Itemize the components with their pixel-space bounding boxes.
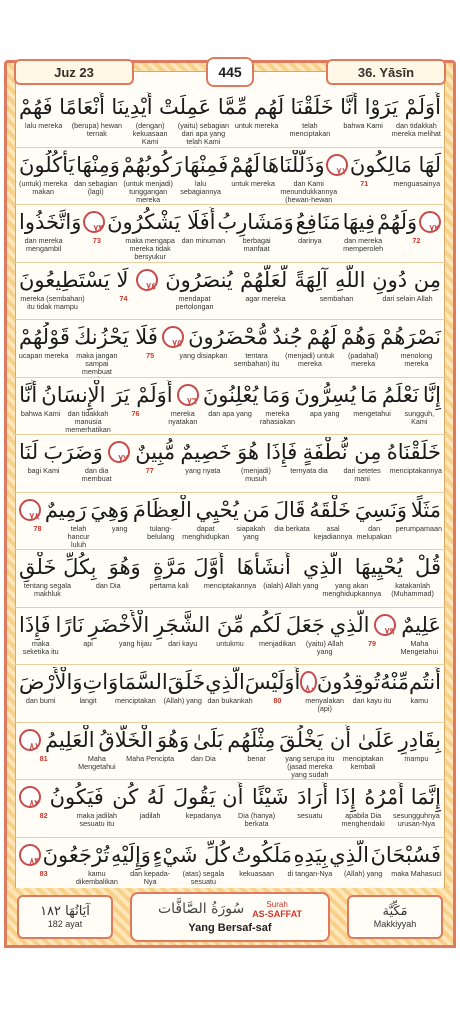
arabic-line [13, 840, 447, 870]
arabic-word: قَوْلُهُمْ [19, 325, 70, 349]
verse-row [13, 90, 447, 148]
word-translation: telah menciptakan [289, 121, 331, 138]
word-translation: maka mengapa mereka tidak bersyukur [125, 236, 175, 261]
ayah-number-marker: ٧٢ [419, 211, 441, 233]
verse-row [13, 608, 447, 666]
arabic-word: مَا [360, 382, 378, 407]
arabic-word: وَالْأَرْضَ [19, 670, 83, 694]
arabic-word: يُحْيِي [195, 497, 239, 522]
arabic-word: وَذَلَّلْنَاهَا [261, 152, 325, 177]
word-translation: Maha Mengetahui [400, 638, 439, 656]
arabic-line [13, 380, 447, 410]
word-translation: Maha Mengetahui [78, 753, 116, 771]
arabic-word: الَّذِي [329, 612, 370, 637]
word-translation: dari kayu [168, 638, 198, 648]
ayah-number-marker: ٧١ [326, 154, 348, 176]
verse-row [13, 665, 447, 723]
word-translation: untuk mereka [234, 121, 279, 130]
ayah-count-box [17, 895, 113, 939]
word-translation: Dia (hanya) berkata [238, 811, 276, 828]
word-translation: dan mereka memperoleh [343, 236, 384, 253]
word-translation: dan dia membuat [81, 466, 112, 483]
arabic-word: مَنَافِعُ [295, 210, 341, 234]
arabic-word: أَوَّلَ مَرَّةٍ [152, 555, 225, 579]
arabic-word: وَإِلَيْهِ [110, 842, 151, 867]
surah-label-small: Surah [266, 899, 288, 909]
word-translation: untuk mereka [231, 178, 275, 188]
arabic-word: بِقَادِرٍ [398, 727, 441, 752]
arabic-word: وَهُوَ [157, 727, 190, 752]
word-translation: yang disiapkan [179, 351, 228, 360]
word-translation: dari kayu itu [352, 696, 392, 705]
arabic-word: عَلِيمٌ [401, 612, 441, 637]
arabic-word: بِيَدِهِ [293, 842, 328, 867]
translation-line [13, 237, 447, 261]
word-translation: lalu mereka [25, 121, 63, 130]
translation-line [13, 640, 447, 664]
arabic-word: وَنَسِيَ [354, 497, 408, 522]
word-translation: perumpamaan [395, 523, 442, 533]
verse-row [13, 493, 447, 551]
word-translation: untukmu [216, 638, 244, 648]
translation-line [13, 582, 447, 606]
juz-label: Juz 23 [14, 59, 134, 85]
arabic-line [13, 150, 447, 180]
word-translation: (atas) segala sesuatu [182, 868, 225, 886]
translation-line [13, 352, 447, 376]
word-translation: menciptakannya [389, 466, 442, 475]
word-translation: sembahan [319, 293, 354, 303]
arabic-word: لَهُم [254, 95, 285, 119]
ayah-number-marker: ٧٩ [374, 614, 396, 636]
arabic-line [13, 322, 447, 352]
revelation-box [347, 895, 443, 939]
word-translation: 72 [412, 236, 421, 245]
word-translation: (Allah) yang [343, 868, 383, 878]
arabic-word: يُسِرُّونَ [294, 382, 357, 407]
arabic-word: الَّذِي [303, 555, 343, 579]
arabic-word: مَلَكُوتُ [231, 842, 292, 867]
arabic-word: مِّنْهُ [380, 670, 409, 694]
word-translation: (ialah) Allah yang [263, 581, 319, 590]
word-translation: yang serupa itu (jasad mereka yang sudah [285, 753, 335, 779]
ayah-number-marker: ٨١ [19, 729, 41, 751]
arabic-word: وَضَرَبَ [43, 440, 103, 464]
translation-line [13, 755, 447, 779]
word-translation: kamu [410, 696, 429, 705]
arabic-word: الْأَخْضَرِ [88, 612, 150, 637]
word-translation: maka jadilah sesuatu itu [76, 811, 118, 828]
arabic-word: نَصْرَهُمْ [380, 325, 441, 349]
arabic-word: رَكُوبُهُمْ [121, 152, 183, 177]
word-translation: agar mereka [245, 293, 286, 303]
word-translation: (menjadi) musuh [240, 466, 271, 483]
arabic-word: أَن يَقُولَ [172, 785, 244, 809]
word-translation: (padahal) mereka [347, 351, 379, 368]
word-translation: jadilah [139, 811, 161, 820]
translation-line [13, 180, 447, 204]
word-translation: dan sebagian (lagi) [74, 178, 118, 196]
arabic-word: جَعَلَ [285, 612, 325, 637]
ayah-number-marker: ٨٠ [300, 671, 316, 693]
word-translation: (dengan) kekuasaan Kami [132, 121, 168, 146]
word-translation: menyalakan (api) [305, 696, 345, 713]
verse-row [13, 263, 447, 321]
arabic-word: آلِهَةً [294, 267, 328, 292]
arabic-word: لَهُ [146, 785, 165, 809]
word-translation: dan tidakkah manusia memerhatikan [65, 408, 111, 434]
ayah-number-marker: ٧٤ [136, 269, 158, 291]
word-translation: dan Dia [190, 753, 216, 763]
ayah-count-arabic: آيَاتُهَا ١٨٢ [40, 904, 90, 919]
arabic-word: الَّذِي [329, 842, 369, 867]
word-translation: (untuk) mereka makan [19, 178, 68, 196]
word-translation: mampu [404, 753, 429, 763]
word-translation: dan apa yang [208, 408, 252, 418]
arabic-word: فَمِنْهَا [183, 152, 229, 177]
word-translation: (untuk menjadi) tunggangan mereka [123, 178, 173, 204]
word-translation: tentang segala makhluk [23, 581, 71, 598]
translation-line [13, 697, 447, 721]
word-translation: sungguh, Kami [404, 408, 435, 426]
ayah-count-latin: 182 ayat [47, 919, 83, 929]
arabic-line [13, 725, 447, 755]
word-translation: 83 [39, 868, 48, 878]
word-translation: 80 [273, 696, 282, 705]
word-translation: 78 [33, 523, 42, 533]
word-translation: tentara sembahan) itu [233, 351, 280, 368]
verse-row [13, 550, 447, 608]
word-translation: menguasainya [393, 178, 441, 188]
word-translation: mengetahui [353, 408, 391, 418]
word-translation: dan tidakkah mereka melihat [391, 121, 441, 138]
surah-banner [4, 888, 456, 948]
word-translation: 75 [146, 351, 155, 360]
word-translation: 71 [360, 178, 369, 188]
arabic-line [13, 495, 447, 525]
word-translation: tulang-belulang [147, 523, 175, 541]
arabic-line [13, 92, 447, 122]
word-translation: dari setetes mani [343, 466, 381, 483]
word-translation: mereka nyatakan [168, 408, 198, 426]
arabic-word: تُرْجَعُونَ [42, 842, 110, 867]
arabic-word: الْعِظَامَ [132, 497, 192, 522]
ayah-number-marker: ٨٣ [19, 844, 41, 866]
arabic-word: إِنَّمَا أَمْرُهُ [364, 785, 441, 809]
verse-row [13, 723, 447, 781]
word-translation: bahwa Kami [343, 121, 383, 130]
word-translation: yang nyata [185, 466, 221, 475]
word-translation: maka jangan sampai membuat [76, 351, 118, 376]
arabic-word: مُّحْضَرُونَ [188, 325, 269, 349]
arabic-line [13, 667, 447, 697]
arabic-word: يُحْيِيهَا [354, 555, 403, 579]
word-translation: telah hancur luluh [67, 523, 90, 549]
arabic-line [13, 437, 447, 467]
ayah-number-marker: ٧٣ [83, 211, 105, 233]
arabic-word: مِّمَّا عَمِلَتْ [158, 95, 248, 119]
arabic-word: قَالَ [273, 497, 306, 522]
arabic-word: مِثْلَهُم [227, 727, 276, 752]
arabic-line [13, 265, 447, 295]
surah-title-box [130, 892, 330, 942]
word-translation: 81 [39, 753, 48, 763]
translation-line [13, 295, 447, 319]
verse-row [13, 435, 447, 493]
arabic-line [13, 207, 447, 237]
verse-row [13, 205, 447, 263]
arabic-word: وَمِنْهَا [76, 152, 120, 177]
word-translation: apabila Dia menghendaki [341, 811, 385, 828]
arabic-word: جُندٌ [272, 325, 303, 349]
word-translation: yang akan menghidupkannya [322, 581, 382, 598]
word-translation: 76 [131, 408, 140, 418]
arabic-word: كُلِّ شَيْءٍ [152, 842, 231, 867]
word-translation: maka Mahasuci [391, 868, 442, 878]
arabic-word: وَلَهُمْ [376, 210, 418, 234]
arabic-word: إِذَا أَرَادَ [297, 785, 356, 809]
surah-title-latin: AS-SAFFAT [252, 908, 303, 919]
arabic-word: أَوَلَيْسَ [244, 670, 301, 694]
arabic-word: لَهُمْ [229, 152, 260, 177]
arabic-word: تُوقِدُونَ [316, 670, 381, 694]
word-translation: yang hijau [118, 638, 152, 648]
verse-row [13, 378, 447, 436]
word-translation: (Allah) yang [163, 696, 202, 705]
arabic-word: أَفَلَا يَشْكُرُونَ [107, 210, 216, 234]
word-translation: darinya [298, 236, 322, 245]
word-translation: dan melupakan [356, 523, 392, 541]
arabic-word: بِكُلِّ خَلْقٍ [19, 555, 97, 579]
word-translation: katakanlah (Muhammad) [391, 581, 434, 598]
arabic-word: الْعَلِيمُ [44, 727, 95, 752]
arabic-word: لَّعَلَّهُمْ [240, 267, 288, 292]
word-translation: dari selain Allah [382, 293, 433, 303]
arabic-word: وَاتَّخَذُوا [19, 210, 82, 234]
ayah-number-marker: ٧٦ [177, 384, 199, 406]
word-translation: kamu dikembalikan [75, 868, 118, 886]
word-translation: pertama kali [149, 581, 189, 590]
translation-line [13, 525, 447, 549]
word-translation: sesuatu [297, 811, 323, 820]
word-translation: lalu sebagiannya [180, 178, 221, 196]
arabic-line [13, 610, 447, 640]
ayah-number-marker: ٧٥ [162, 326, 184, 348]
word-translation: (yaitu) sebagian dari apa yang telah Kami [177, 121, 229, 146]
arabic-word: وَهُوَ [108, 555, 141, 579]
arabic-word: أَيْدِينَا [111, 95, 153, 119]
translation-line [13, 410, 447, 434]
word-translation: 79 [368, 638, 376, 648]
arabic-word: يُعْلِنُونَ [202, 382, 259, 407]
word-translation: benar [247, 753, 266, 763]
arabic-word: فَيَكُونُ [49, 785, 104, 809]
arabic-word: فِيهَا [342, 210, 376, 234]
arabic-word: يُنصَرُونَ [165, 267, 233, 292]
arabic-word: يَأْكُلُونَ [19, 152, 75, 177]
word-translation: yang [111, 523, 128, 533]
word-translation: ucapan mereka [18, 351, 69, 360]
arabic-word: خَلْقَهُ [309, 497, 352, 522]
page-number: 445 [206, 57, 254, 87]
word-translation: asal kejadiannya [313, 523, 353, 541]
arabic-word: مُّبِينٌ [135, 440, 176, 464]
word-translation: sesungguhnya urusan-Nya [392, 811, 440, 828]
word-translation: mereka rahasiakan [259, 408, 295, 426]
word-translation: kekuasaan [239, 868, 274, 878]
arabic-word: خَلَقْنَا [290, 95, 334, 119]
arabic-word: فَإِذَا هُوَ [237, 440, 298, 464]
verse-row [13, 320, 447, 378]
arabic-word: لَهَا مَالِكُونَ [349, 152, 441, 177]
surah-title-arabic: سُورَةُ الصَّافَّات [157, 901, 245, 917]
revelation-arabic: مَكِّيَّة [382, 904, 408, 919]
arabic-word: وَمَشَارِبُ [217, 210, 294, 234]
arabic-word: عَلَىٰ أَن يَخْلُقَ [279, 727, 395, 752]
word-translation: dan bumi [25, 696, 56, 705]
arabic-word: مَن [242, 497, 270, 522]
arabic-word: بَلَىٰ [192, 727, 224, 752]
arabic-word: خَلَقْنَاهُ [386, 440, 441, 464]
arabic-word: فَإِذَا [19, 612, 51, 637]
arabic-word: خَصِيمٌ [180, 440, 232, 464]
arabic-word: لَكُم [248, 612, 281, 637]
arabic-word: لَهُمْ [306, 325, 337, 349]
verse-row [13, 148, 447, 206]
word-translation: 77 [145, 466, 154, 475]
arabic-word: كُن [112, 785, 139, 809]
word-translation: dan Kami menundukkannya (hewan-hewan [280, 178, 338, 204]
verse-list [13, 90, 447, 895]
ayah-number-marker: ٨٢ [19, 786, 41, 808]
arabic-word: نَعْلَمُ [381, 382, 419, 407]
ayah-number-marker: ٧٧ [108, 441, 130, 463]
arabic-word: مِّنَ الشَّجَرِ [154, 612, 245, 637]
word-translation: (menjadi) untuk mereka [285, 351, 335, 368]
word-translation: dan minuman [181, 236, 226, 245]
word-translation: dan mereka mengambil [24, 236, 63, 253]
arabic-word: أَنشَأَهَا [236, 555, 291, 579]
arabic-word: قُلْ [415, 555, 441, 579]
arabic-word: أَنْعَامًا [59, 95, 105, 119]
surah-label: 36. Yāsīn [326, 59, 446, 85]
word-translation: dia berkata [274, 523, 310, 533]
word-translation: dan Dia [95, 581, 121, 590]
translation-line [13, 122, 447, 146]
arabic-word: أَنتُم [409, 670, 441, 694]
word-translation: berbagai manfaat [242, 236, 271, 253]
arabic-word: لَنَا [19, 440, 39, 464]
revelation-latin: Makkiyyah [373, 919, 417, 929]
arabic-word: خَلَقَ [167, 670, 206, 694]
word-translation: bagi Kami [27, 466, 60, 475]
word-translation: mereka (sembahan) itu tidak mampu [20, 293, 85, 311]
arabic-word: أَنَّا [340, 95, 359, 119]
arabic-word: رَمِيمٌ [44, 497, 87, 522]
word-translation: mendapat pertolongan [175, 293, 214, 311]
arabic-word: أَوَلَمْ يَرَ الْإِنسَانُ [41, 382, 173, 407]
arabic-word: نَارًا [55, 612, 84, 637]
surah-meaning: Yang Bersaf-saf [188, 921, 272, 934]
arabic-word: أَوَلَمْ يَرَوْا [364, 95, 441, 119]
word-translation: api [83, 638, 93, 648]
arabic-word: مِن نُّطْفَةٍ [302, 440, 382, 464]
verse-row [13, 780, 447, 838]
translation-line [13, 467, 447, 491]
arabic-word: فَسُبْحَانَ [370, 842, 441, 867]
word-translation: siapakah yang [236, 523, 266, 541]
word-translation: di tangan-Nya [287, 868, 333, 878]
word-translation: menciptakan [114, 696, 156, 705]
word-translation: (yaitu) Allah yang [305, 638, 344, 656]
word-translation: Maha Pencipta [126, 753, 175, 763]
arabic-word: شَيْئًا [251, 785, 289, 809]
arabic-word: مَثَلًا [410, 497, 441, 522]
arabic-line [13, 782, 447, 812]
word-translation: ternyata dia [290, 466, 328, 475]
word-translation: dan bukankah [207, 696, 253, 705]
arabic-word: الْخَلَّاقُ [98, 727, 154, 752]
word-translation: dapat menghidupkan [182, 523, 230, 541]
arabic-word: وَهِيَ [90, 497, 130, 522]
page-header [4, 56, 456, 88]
arabic-line [13, 552, 447, 582]
word-translation: kepadanya [185, 811, 221, 820]
arabic-word: مِن دُونِ اللَّهِ [335, 267, 441, 292]
word-translation: apa yang [309, 408, 340, 418]
word-translation: bahwa Kami [20, 408, 61, 418]
arabic-word: فَلَا يَحْزُنكَ [74, 325, 158, 349]
word-translation: 82 [39, 811, 48, 820]
word-translation: 74 [119, 293, 128, 303]
arabic-word: الَّذِي [205, 670, 245, 694]
word-translation: menolong mereka [400, 351, 433, 368]
arabic-word: وَهُمْ [340, 325, 377, 349]
arabic-word: وَمَا [262, 382, 291, 407]
arabic-word: إِنَّا [422, 382, 441, 407]
arabic-word: السَّمَاوَاتِ [82, 670, 168, 694]
word-translation: 73 [92, 236, 101, 245]
word-translation: langit [79, 696, 97, 705]
arabic-word: أَنَّا [19, 382, 38, 407]
verse-row [13, 838, 447, 896]
arabic-word: فَهُمْ [19, 95, 53, 119]
word-translation: menciptakan kembali [342, 753, 384, 771]
arabic-word: لَا يَسْتَطِيعُونَ [19, 267, 129, 292]
ayah-number-marker: ٧٨ [19, 499, 41, 521]
word-translation: menciptakannya [203, 581, 257, 590]
word-translation: (berupa) hewan ternak [71, 121, 123, 138]
word-translation: dan kepada-Nya [130, 868, 171, 886]
translation-line [13, 812, 447, 836]
word-translation: maka seketika itu [22, 638, 59, 656]
word-translation: menjadikan [258, 638, 296, 648]
